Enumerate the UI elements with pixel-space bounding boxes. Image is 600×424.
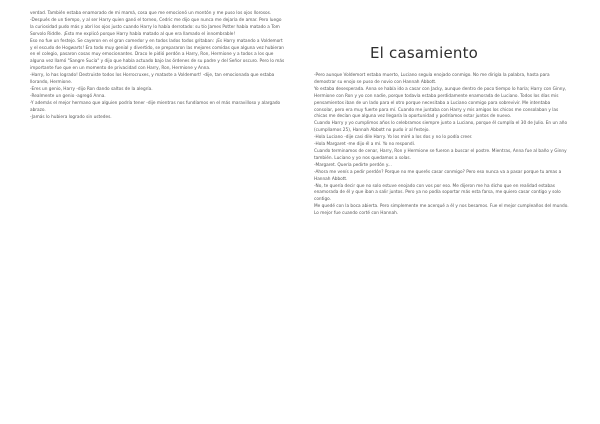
- left-paragraph-4: -Harry, lo has logrado! Destruiste todos los Horrocruxes, y mataste a Voldemort! -dije, tan emocionada que estaba llorando, Hermione.: [30, 73, 276, 86]
- right-paragraph-4: -Hola Luciano -dije casi dile Harry. Yo los miré a los dos y no lo podía creer.: [314, 135, 473, 141]
- right-paragraph-8: -Ahora me venís a pedir perdón? Porque no me querés casar conmigo? Pero eso nunca va a pasar porque tu amas a Hannah Abbott.: [314, 169, 563, 182]
- left-paragraph-1: verdad. También estaba enamorado de mi mamá, cosa que me emocionó un montón y me puso los ojos llorosos.: [30, 11, 272, 16]
- left-paragraph-5: -Eres un genio, Harry -dijo Ron dando saltos de la alegría.: [30, 86, 153, 92]
- left-paragraph-7: -Y además el mejor hermano que alguien podría tener -dije mientras nos fundíamos en el más maravilloso y alargado abrazo.: [30, 100, 282, 113]
- right-paragraph-6: Cuando terminamos de cenar, Harry, Ron y Hermione se fueron a buscar el postre. Mientras, Anna fue al baño y Ginny también. Luciano y yo nos quedamos a solas.: [314, 148, 568, 161]
- chapter-title: El casamiento: [370, 44, 479, 62]
- right-paragraph-3: Cuando Harry y yo cumplimos años lo celebramos siempre junto a Luciano, porque él cumplía el 30 de Julio. En un año (cumplíamos 25), Hannah Abbott no pudo ir al festejo.: [314, 121, 569, 134]
- left-paragraph-6: -Realmente un genio -agregó Anna.: [30, 93, 106, 99]
- right-paragraph-9: -No, te quería decir que no solo estuve enojado con vos por eso. Me dijeron me ha dicho que en realidad estabas enamorada de él y que iban a salir juntos. Pero ya no podía soportar más esta farsa, me quiero casar contigo y solo contigo.: [314, 183, 563, 203]
- left-paragraph-2: -Después de un tiempo, y al ser Harry quien ganó el torneo, Cedric me dijo que nunca me dejaría de amar. Pero luego la curiosidad pudo más y abrí los ojos justo cuando Harry lo había derrotado: su tío James Potter había matado a Tom Sorvolo Riddle. ¡Esto me explicó porque Harry había matado al que era llamado el innombrable!: [30, 17, 283, 37]
- right-paragraph-1: -Pero aunque Voldemort estaba muerto, Luciano seguía enojado conmigo. No me dirigía la palabra, hasta para demostrar su enojo se puso de novio con Hannah Abbott.: [314, 73, 551, 85]
- right-paragraph-10: Me quedé con la boca abierta. Pero simplemente me acerqué a él y nos besamos. Fue el mejor cumpleaños del mundo. Lo mejor fue cuando corté con Hannah.: [314, 204, 570, 217]
- right-paragraph-2: Yo estaba desesperada. Anna se había ido a casar con Jacky, aunque dentro de poco tiempo lo haría; Harry con Ginny, Hermione con Ron y yo con nadie, porque todavía estaba perdidamente enamorada de Luciano. Todos los días mis pensamientos iban de un lado para el otro porque necesitaba a Luciano conmigo para sobrevivir. Me intentaba consolar, pero era muy fuerte para mí. Cuando me juntaba con Harry y mis amigos los chicos me consolaban y las chicas me decían que alguna vez llegaría la oportunidad y podríamos estar juntos de nuevo.: [314, 86, 568, 120]
- left-paragraph-8: -Jamás lo hubiera logrado sin ustedes.: [30, 114, 112, 120]
- right-page: [300, 0, 600, 424]
- right-paragraph-5: -Hola Margaret -me dijo él a mí. Yo no respondí.: [314, 142, 416, 148]
- right-paragraph-7: -Margaret. Quería pedirte perdón y...: [314, 162, 392, 168]
- left-paragraph-3: Eso no fue un festejo. Se cayeron en el gran comedor y en todos lados todos gritaban: ¡Es Harry matando a Voldemort y el escudo de Hogwarts! Era todo muy genial y divertido, se prepararon las mejores comidas que alguna vez hubieran en el colegio, pasaron cosas muy emocionantes. Draco le pidió perdón a Harry, Ron, Hermione y a todos a los que alguna vez llamó "Sangre Sucia" y dijo que había actuado bajo las órdenes de su padre y del Señor oscuro. Pero lo más importante fue que en un momento de privacidad con Harry, Ron, Hermione y Anna.: [30, 38, 286, 72]
